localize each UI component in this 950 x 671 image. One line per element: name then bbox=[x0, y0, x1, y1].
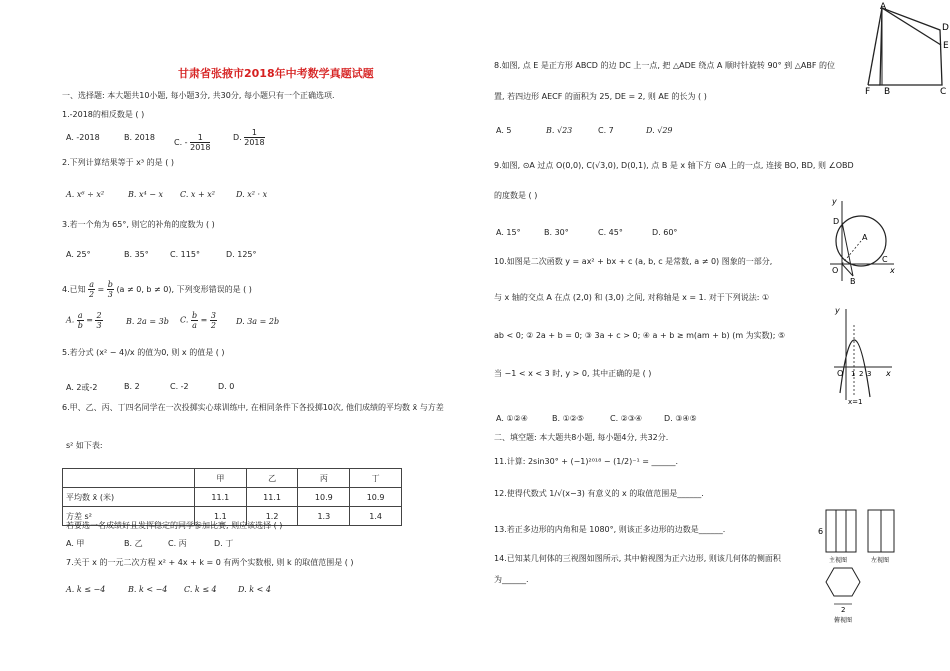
q3-option-b: B. 35° bbox=[124, 250, 149, 259]
table-cell: 11.1 bbox=[194, 488, 246, 507]
q1-option-a: A. -2018 bbox=[66, 133, 100, 142]
q5-option-a: A. 2或-2 bbox=[66, 383, 98, 392]
fig10-label-2: 2 bbox=[859, 370, 864, 378]
q9-option-d: D. 60° bbox=[652, 228, 678, 237]
fig10-label-axis: x=1 bbox=[848, 398, 863, 405]
q2-stem: 2.下列计算结果等于 x³ 的是 ( ) bbox=[62, 158, 174, 167]
q2-option-a: A. x⁶ ÷ x² bbox=[66, 190, 105, 199]
q2-option-c: C. x + x² bbox=[180, 190, 215, 199]
q12: 12.使得代数式 1/√(x−3) 有意义的 x 的取值范围是______. bbox=[494, 489, 704, 498]
table-cell: 丁 bbox=[350, 469, 402, 488]
circle-figure bbox=[828, 196, 898, 286]
q7-option-d: D. k < 4 bbox=[238, 585, 271, 594]
q1-option-c: C. - $\frac{1}{2018}$ bbox=[174, 133, 211, 152]
q7-stem: 7.关于 x 的一元二次方程 x² + 4x + k = 0 有两个实数根, 则 k 的取值范围是 ( ) bbox=[66, 558, 354, 567]
fig9-label-c: C bbox=[882, 255, 888, 264]
fig8-label-b: B bbox=[884, 87, 891, 95]
section-one-heading: 一、选择题: 本大题共10小题, 每小题3分, 共30分, 每小题只有一个正确选项. bbox=[62, 91, 335, 100]
q5-option-b: B. 2 bbox=[124, 382, 140, 391]
q5-option-c: C. -2 bbox=[170, 382, 189, 391]
q10-option-a: A. ①②④ bbox=[496, 414, 528, 423]
q1-fraction-d: $\frac{1}{2018}$ bbox=[244, 128, 265, 147]
q1-fraction-c: $\frac{1}{2018}$ bbox=[190, 133, 211, 152]
q2-option-d: D. x² · x bbox=[236, 190, 268, 199]
q3-option-c: C. 115° bbox=[170, 250, 200, 259]
q10-line-3: ab < 0; ② 2a + b = 0; ③ 3a + c > 0; ④ a + b ≥ m(am + b) (m 为实数); ⑤ bbox=[494, 331, 786, 340]
q8-stem-cont: 置, 若四边形 AECF 的面积为 25, DE = 2, 则 AE 的长为 ( ) bbox=[494, 92, 707, 101]
three-views-figure bbox=[816, 506, 898, 626]
table-cell: 平均数 x̄ (米) bbox=[63, 488, 195, 507]
q8-option-b: B. √23 bbox=[546, 126, 573, 135]
fig9-label-o: O bbox=[832, 266, 839, 275]
q6-option-c: C. 丙 bbox=[168, 539, 187, 548]
table-cell: 1.4 bbox=[350, 507, 402, 526]
q6-option-d: D. 丁 bbox=[214, 539, 234, 548]
page-title: 甘肃省张掖市2018年中考数学真题试题 bbox=[178, 67, 374, 80]
q9-option-a: A. 15° bbox=[496, 228, 521, 237]
scores-table bbox=[62, 468, 402, 526]
q1-option-d: D. $\frac{1}{2018}$ bbox=[233, 128, 265, 147]
q9-stem: 9.如图, ⊙A 过点 O(0,0), C(√3,0), D(0,1), 点 B 是 x 轴下方 ⊙A 上的一点, 连接 BO, BD, 则 ∠OBD bbox=[494, 161, 854, 170]
q7-option-a: A. k ≤ −4 bbox=[66, 585, 106, 594]
fig10-label-x: x bbox=[886, 369, 891, 378]
fig14-label-height: 6 bbox=[818, 527, 824, 536]
fig8-label-c: C bbox=[940, 87, 947, 95]
q8-option-c: C. 7 bbox=[598, 126, 614, 135]
q6-stem: 6.甲、乙、丙、丁四名同学在一次投掷实心球训练中, 在相同条件下各投掷10次, 他们成绩的平均数 x̄ 与方差 bbox=[62, 403, 444, 412]
fig9-label-a: A bbox=[862, 233, 868, 242]
q9-option-c: C. 45° bbox=[598, 228, 623, 237]
q14-line-2: 为______. bbox=[494, 575, 529, 584]
q10-line-4: 当 −1 < x < 3 时, y > 0, 其中正确的是 ( ) bbox=[494, 369, 652, 378]
fig9-label-b: B bbox=[850, 277, 856, 286]
table-cell: 10.9 bbox=[350, 488, 402, 507]
q8-option-d: D. √29 bbox=[646, 126, 673, 135]
q6-stem-cont: s² 如下表: bbox=[66, 441, 103, 450]
q4-option-a: A. $\frac{a}{b}$ = $\frac{2}{3}$ bbox=[66, 311, 102, 330]
fig9-label-y: y bbox=[832, 197, 837, 206]
table-cell: 1.3 bbox=[298, 507, 350, 526]
table-header-row bbox=[63, 469, 402, 488]
fig14-label-side: 左视图 bbox=[871, 557, 890, 564]
table-cell: 方差 s² bbox=[63, 507, 195, 526]
q4-option-b: B. 2a = 3b bbox=[126, 317, 169, 326]
q14-line-1: 14.已知某几何体的三视图如图所示, 其中俯视图为正六边形, 则该几何体的侧面积 bbox=[494, 554, 781, 563]
fig14-label-front: 主视图 bbox=[829, 557, 848, 564]
q6-question: 若要选一名成绩好且发挥稳定的同学参加比赛, 则应该选择 ( ) bbox=[66, 521, 283, 530]
fig8-label-a: A bbox=[880, 2, 887, 12]
table-cell: 1.2 bbox=[246, 507, 298, 526]
table-row bbox=[63, 488, 402, 507]
fig10-label-y: y bbox=[835, 306, 840, 315]
q10-option-d: D. ③④⑤ bbox=[664, 414, 697, 423]
fig8-label-e: E bbox=[943, 41, 949, 51]
q1-stem: 1.-2018的相反数是 ( ) bbox=[62, 110, 145, 119]
table-cell: 丙 bbox=[298, 469, 350, 488]
parabola-figure bbox=[832, 305, 894, 405]
q8-option-a: A. 5 bbox=[496, 126, 512, 135]
q11: 11.计算: 2sin30° + (−1)²⁰¹⁸ − (1/2)⁻¹ = ______. bbox=[494, 457, 679, 466]
table-cell: 甲 bbox=[194, 469, 246, 488]
q2-option-b: B. x⁴ − x bbox=[128, 190, 163, 199]
q4-option-d: D. 3a = 2b bbox=[236, 317, 280, 326]
q9-stem-cont: 的度数是 ( ) bbox=[494, 191, 538, 200]
q4-stem: 4.已知 $\frac{a}{2}$ = $\frac{b}{3}$ (a ≠ 0, b ≠ 0), 下列变形错误的是 ( ) bbox=[62, 280, 252, 299]
q6-option-b: B. 乙 bbox=[124, 539, 143, 548]
q10-line-1: 10.如图是二次函数 y = ax² + bx + c (a, b, c 是常数, a ≠ 0) 图象的一部分, bbox=[494, 257, 773, 266]
fig9-label-x: x bbox=[890, 266, 895, 275]
table-cell: 11.1 bbox=[246, 488, 298, 507]
q3-option-d: D. 125° bbox=[226, 250, 257, 259]
table-cell: 10.9 bbox=[298, 488, 350, 507]
q1-option-b: B. 2018 bbox=[124, 133, 155, 142]
q4-option-c: C. $\frac{b}{a}$ = $\frac{3}{2}$ bbox=[180, 311, 216, 330]
fig8-label-f: F bbox=[865, 87, 871, 95]
q3-option-a: A. 25° bbox=[66, 250, 91, 259]
q5-option-d: D. 0 bbox=[218, 382, 235, 391]
fig8-label-d: D bbox=[942, 23, 949, 33]
section-two-heading: 二、填空题: 本大题共8小题, 每小题4分, 共32分. bbox=[494, 433, 669, 442]
table-cell bbox=[63, 469, 195, 488]
q13: 13.若正多边形的内角和是 1080°, 则该正多边形的边数是______. bbox=[494, 525, 726, 534]
q3-stem: 3.若一个角为 65°, 则它的补角的度数为 ( ) bbox=[62, 220, 215, 229]
q8-stem: 8.如图, 点 E 是正方形 ABCD 的边 DC 上一点, 把 △ADE 绕点 A 顺时针旋转 90° 到 △ABF 的位 bbox=[494, 61, 835, 70]
q10-option-b: B. ①②⑤ bbox=[552, 414, 585, 423]
fig14-label-width: 2 bbox=[841, 606, 846, 614]
q5-stem: 5.若分式 (x² − 4)/x 的值为0, 则 x 的值是 ( ) bbox=[62, 348, 225, 357]
q10-option-c: C. ②③④ bbox=[610, 414, 643, 423]
fig14-label-top: 俯视图 bbox=[834, 617, 853, 624]
q7-option-b: B. k < −4 bbox=[128, 585, 168, 594]
q9-option-b: B. 30° bbox=[544, 228, 569, 237]
q10-line-2: 与 x 轴的交点 A 在点 (2,0) 和 (3,0) 之间, 对称轴是 x = 1. 对于下列说法: ① bbox=[494, 293, 770, 302]
square-rotation-figure bbox=[860, 0, 950, 95]
q6-option-a: A. 甲 bbox=[66, 539, 85, 548]
fig10-label-1: 1 bbox=[851, 370, 856, 378]
table-cell: 乙 bbox=[246, 469, 298, 488]
table-cell: 1.1 bbox=[194, 507, 246, 526]
q7-option-c: C. k ≤ 4 bbox=[184, 585, 217, 594]
fig10-label-3: 3 bbox=[867, 370, 872, 378]
fig9-label-d: D bbox=[833, 217, 840, 226]
fig10-label-o: O bbox=[837, 369, 844, 378]
